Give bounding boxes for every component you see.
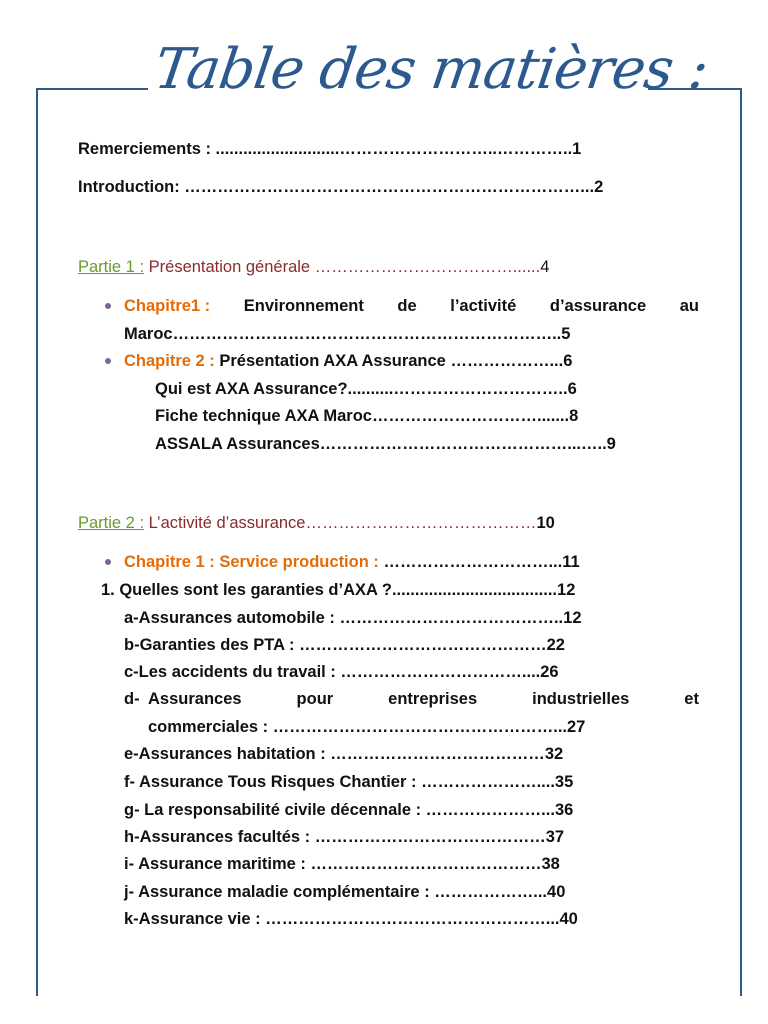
item-word: pour: [296, 690, 334, 708]
item-letter: g-: [124, 801, 140, 819]
toc-sub-item[interactable]: [155, 378, 577, 400]
chapitre-label: Chapitre 2 :: [124, 352, 215, 370]
toc-page-number: 2: [594, 178, 604, 196]
page-title: Table des matières :: [150, 37, 712, 102]
toc-page-number: 36: [554, 801, 574, 819]
toc-chapitre-1-line1[interactable]: [124, 295, 699, 317]
toc-page-number: 6: [563, 352, 573, 370]
toc-entry-text: Maroc……………………………………………………………..: [124, 325, 562, 343]
toc-entry-text: Présentation AXA Assurance ………………...: [219, 352, 564, 370]
toc-page-number: 27: [567, 718, 586, 736]
item-letter: f-: [124, 773, 135, 791]
toc-page-number: 8: [569, 407, 579, 425]
chapitre-label: Chapitre 1 : Service production :: [124, 553, 379, 571]
toc-entry-text: Assurance vie : ……………………………………………...: [138, 910, 560, 928]
chapitre-word: l’activité: [450, 297, 517, 315]
toc-page-number: 40: [559, 910, 578, 928]
item-word: et: [684, 690, 699, 708]
toc-item-e[interactable]: [124, 743, 563, 765]
toc-entry-text: Remerciements : ...........................………………………..…………..: [78, 140, 573, 158]
toc-entry-text: commerciales : ……………………………………………...: [148, 718, 567, 736]
toc-item-g[interactable]: [124, 799, 573, 821]
toc-page-number: 40: [547, 883, 566, 901]
toc-partie-1[interactable]: [78, 256, 549, 278]
toc-entry-text: Les accidents du travail : ……………………………....: [138, 663, 541, 681]
toc-page-number: 1: [572, 140, 582, 158]
chapitre-word: de: [397, 297, 417, 315]
toc-page-number: 11: [562, 553, 580, 571]
toc-entry-text: Introduction: ………………………………………………………………...: [78, 178, 595, 196]
toc-item-i[interactable]: [124, 853, 560, 875]
chapitre-label: Chapitre1 :: [124, 297, 211, 315]
toc-page-number: 12: [563, 609, 582, 627]
item-word: Assurances: [148, 690, 242, 708]
toc-item-k[interactable]: [124, 908, 578, 930]
item-letter: b-: [124, 636, 140, 654]
toc-entry-text: Assurance Tous Risques Chantier : …………………....: [135, 773, 555, 791]
toc-page-number: 26: [540, 663, 559, 681]
toc-entry-text: Assurances habitation : …………………………………: [138, 745, 545, 763]
toc-sub-item[interactable]: [155, 433, 616, 455]
item-letter: c-: [124, 663, 139, 681]
toc-page-number: 37: [545, 828, 565, 846]
bullet-icon: [105, 358, 111, 364]
toc-entry-text: 1. Quelles sont les garanties d’AXA ?....................................: [101, 581, 558, 599]
toc-p2-chapitre-1[interactable]: [124, 551, 580, 573]
toc-question[interactable]: [101, 579, 575, 601]
toc-remerciements[interactable]: [78, 138, 581, 160]
partie-title: L’activité d’assurance: [148, 514, 306, 532]
toc-entry-text: ASSALA Assurances………………………………………...…..: [155, 435, 607, 453]
toc-item-j[interactable]: [124, 881, 565, 903]
chapitre-word: au: [679, 297, 699, 315]
toc-leader-dots: …………………………...: [378, 553, 563, 571]
toc-page-number: 12: [557, 581, 576, 599]
toc-page-number: 32: [544, 745, 564, 763]
toc-introduction[interactable]: [78, 176, 603, 198]
toc-page-number: 22: [546, 636, 565, 654]
toc-chapitre-2[interactable]: [124, 350, 572, 372]
toc-entry-text: La responsabilité civile décennale : …………………...: [139, 801, 555, 819]
item-letter: e-: [124, 745, 139, 763]
toc-entry-text: Assurance maladie complémentaire : ………………...: [134, 883, 548, 901]
item-letter: j-: [124, 883, 135, 901]
item-word: industrielles: [532, 690, 630, 708]
item-letter: k-: [124, 910, 139, 928]
toc-entry-text: Garanties des PTA : ………………………………………: [139, 636, 547, 654]
bullet-icon: [105, 559, 111, 565]
toc-leader-dots: ……………………………………: [305, 514, 537, 532]
toc-entry-text: Assurances facultés : ……………………………………: [139, 828, 546, 846]
toc-item-a[interactable]: [124, 607, 582, 629]
toc-item-h[interactable]: [124, 826, 564, 848]
toc-page-number: 9: [606, 435, 616, 453]
toc-page-number: 5: [561, 325, 571, 343]
toc-item-d-line2[interactable]: [148, 716, 585, 738]
toc-item-f[interactable]: [124, 771, 573, 793]
toc-item-c[interactable]: [124, 661, 559, 683]
toc-sub-item[interactable]: [155, 405, 578, 427]
bullet-icon: [105, 303, 111, 309]
partie-label: Partie 1 :: [78, 258, 145, 276]
toc-entry-text: Assurances automobile : …………………………………..: [138, 609, 564, 627]
toc-page-number: 6: [567, 380, 577, 398]
toc-chapitre-1-line2[interactable]: [124, 323, 570, 345]
toc-page-number: 10: [536, 514, 555, 532]
toc-item-b[interactable]: [124, 634, 565, 656]
chapitre-word: d’assurance: [549, 297, 647, 315]
toc-page-number: 35: [554, 773, 574, 791]
toc-page-number: 4: [540, 258, 550, 276]
item-letter: d-: [124, 690, 140, 708]
item-letter: i-: [124, 855, 135, 873]
toc-page-number: 38: [541, 855, 560, 873]
item-letter: a-: [124, 609, 139, 627]
chapitre-word: Environnement: [243, 297, 364, 315]
toc-partie-2[interactable]: [78, 512, 555, 534]
toc-entry-text: Fiche technique AXA Maroc………………………….......: [155, 407, 570, 425]
toc-leader-dots: ………………………………......: [314, 258, 541, 276]
item-word: entreprises: [388, 690, 478, 708]
item-letter: h-: [124, 828, 140, 846]
partie-title: Présentation générale: [148, 258, 311, 276]
partie-label: Partie 2 :: [78, 514, 145, 532]
toc-item-d-line1[interactable]: [148, 688, 699, 710]
toc-entry-text: Qui est AXA Assurance?..........…………………………..: [155, 380, 568, 398]
toc-entry-text: Assurance maritime : ……………………………………: [134, 855, 542, 873]
